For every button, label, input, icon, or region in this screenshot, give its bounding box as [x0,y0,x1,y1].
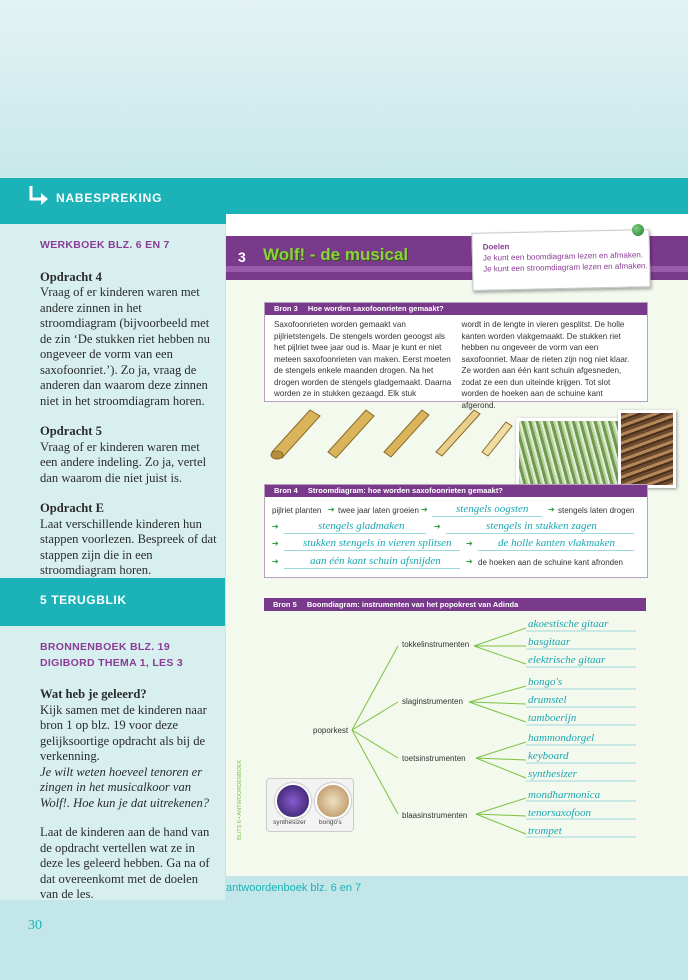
side-label-text: BLITS 6 • ANTWOORDENBOEK [237,759,243,840]
flow-arrow-icon: ➔ [272,557,279,566]
task-title: Opdracht E [40,501,105,515]
goal-item: Je kunt een stroomdiagram lezen en afmaken. [483,261,648,274]
flow-arrow-icon: ➔ [421,505,428,514]
answer-line [478,550,634,551]
source-4-title: Stroomdiagram: hoe worden saxofoonrieten gemaakt? [307,486,503,495]
task-text: Vraag of er kinderen waren met een andere indeling. Zo ja, vertel dan waarom die niet juist is. [40,439,207,485]
answer-line [284,533,426,534]
synthesizer-sticker [275,783,311,819]
goals-title: Doelen [482,242,510,252]
flow-step: stengels laten drogen [558,506,635,515]
flow-arrow-icon: ➔ [272,522,279,531]
lesson-number: 3 [238,249,246,265]
source-5-title: Boomdiagram: instrumenten van het popokrest van Adinda [306,600,519,609]
side-label [234,745,248,840]
source-3-tag: Bron 3 [274,304,298,313]
source-3-header [265,303,647,315]
flow-answer: stukken stengels in vieren splitsen [303,537,452,549]
task-title: Opdracht 5 [40,424,102,438]
flow-answer: stengels oogsten [456,503,529,515]
question-italic: Je wilt weten hoeveel tenoren er zingen in het musicalkoor van Wolf!. Hoe kun je dat uitrekenen? [40,764,210,810]
tree-group: slaginstrumenten [402,697,463,706]
answer-line [284,568,460,569]
source-3-box [264,302,648,410]
tree-answer: basgitaar [528,636,571,648]
tree-answer: bongo's [528,676,563,688]
flow-arrow-icon: ➔ [548,505,555,514]
tree-answer: tamboerijn [528,712,577,724]
flow-arrow-icon: ➔ [466,557,473,566]
source-5-tag: Bron 5 [273,600,297,609]
flow-arrow-icon: ➔ [434,522,441,531]
tree-answer: trompet [528,825,562,837]
source-3-column-2: wordt in de lengte in vieren gesplitst. De holle kanten worden vlakgemaakt. De stukken riet hebben nu ongeveer de vorm van een saxofoonriet. Maar de rieten zijn nog niet klaar. Ze worden aan één kant schuin afgesneden, zodat ze een dun uiteinde krijgen. Tot slot worden de hoeken aan de schuine kant afgerond. [461,320,630,410]
tree-root: poporkest [313,726,349,735]
flow-arrow-icon: ➔ [466,539,473,548]
digibord-reference: DIGIBORD THEMA 1, LES 3 [40,656,184,669]
flow-arrow-icon: ➔ [272,539,279,548]
tree-answer: hammondorgel [528,732,595,744]
source-5-header [264,598,646,611]
turn-arrow-icon [28,184,52,208]
answer-line [432,516,542,517]
bongos-sticker [315,783,351,819]
section-title: NABESPREKING [56,191,163,205]
page-number: 30 [28,918,42,933]
goals-note [471,229,650,291]
goal-item: Je kunt een boomdiagram lezen en afmaken. [482,250,644,263]
sticker-label: synthesizer [273,819,306,826]
reed-stages-illustration [266,398,514,460]
source-3-title: Hoe worden saxofoonrieten gemaakt? [307,304,444,313]
answer-line [284,550,460,551]
flow-arrow-icon: ➔ [328,505,335,514]
flow-answer: stengels in stukken zagen [486,520,597,532]
answer-line [446,533,634,534]
source-4-header [265,485,647,497]
tree-answer: tenorsaxofoon [528,807,591,819]
lesson-title: Wolf! - de musical [263,245,409,264]
tree-answer: keyboard [528,750,569,762]
closing-text: Laat de kinderen aan de hand van de opdracht vertellen wat ze in deze les geleerd hebben. Ga na of dat overeenkomt met de doelen van de les. [40,825,210,901]
pushpin-icon [632,224,644,236]
task-text: Vraag of er kinderen waren met andere zinnen in het stroomdiagram (bijvoorbeeld met de zin ‘De stukken riet hebben nu ongeveer de vorm van een saxofoonriet.’). Zo ja, vraag de anderen dan waarom deze zinnen niet in het stroomdiagram horen. [40,285,210,408]
left-panel-terugblik [0,626,225,900]
instrument-stickers [266,778,354,832]
sticker-label: bongo's [319,819,342,826]
source-reference: BRONNENBOEK BLZ. 19 [40,641,170,653]
tree-answer: mondharmonica [528,789,601,801]
tree-answer: drumstel [528,694,567,706]
terugblik-title: 5 TERUGBLIK [40,593,127,607]
source-3-column-1: Saxofoonrieten worden gemaakt van pijlrietstengels. De stengels worden geoogst als het pijlriet twee jaar oud is. Maar je kunt er niet meteen saxofoonrieten van maken. Eerst moeten de stengels enkele maanden drogen. Na het drogen worden de stengels gladgemaakt. Daarna worden ze in stukken gezaagd. Elk stuk [274,320,452,398]
tree-group: tokkelinstrumenten [402,640,470,649]
tree-group: blaasinstrumenten [402,811,468,820]
flow-step: pijlriet planten [272,506,322,515]
tree-answer: elektrische gitaar [528,654,606,666]
flow-step: twee jaar laten groeien [338,506,419,515]
top-background [0,0,688,178]
flow-answer: de holle kanten vlakmaken [498,537,615,549]
tree-answer: akoestische gitaar [528,618,609,630]
question-title: Wat heb je geleerd? [40,687,147,701]
question-text: Kijk samen met de kinderen naar bron 1 op blz. 19 voor deze gelijksoortige opdracht als bij de verkenning. [40,702,207,763]
workbook-reference: WERKBOEK BLZ. 6 EN 7 [40,239,170,251]
flow-answer: stengels gladmaken [318,520,405,532]
flow-step: de hoeken aan de schuine kant afronden [478,558,624,567]
task-title: Opdracht 4 [40,269,102,284]
left-panel-workbook [0,224,225,578]
dried-reeds-photo [618,410,676,488]
task-text: Laat verschillende kinderen hun stappen voorlezen. Bespreek of dat stappen zijn die in een stroomdiagram horen. [40,516,217,577]
source-4-tag: Bron 4 [274,486,298,495]
flow-answer: aan één kant schuin afsnijden [310,555,441,567]
page-caption: antwoordenboek blz. 6 en 7 [226,882,362,894]
tree-answer: synthesizer [528,768,577,780]
tree-group: toetsinstrumenten [402,754,466,763]
